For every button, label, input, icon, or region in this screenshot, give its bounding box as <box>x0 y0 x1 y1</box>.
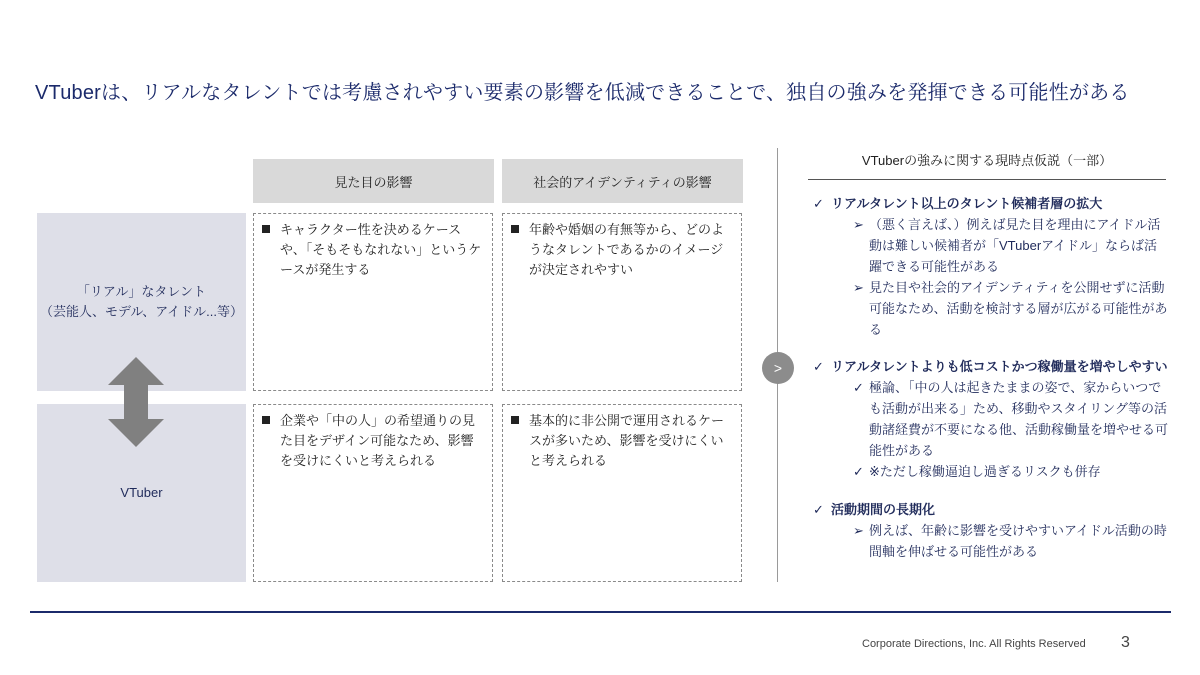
cell-text: キャラクター性を決めるケースや、「そもそもなれない」というケースが発生する <box>280 222 482 277</box>
bullet-square-icon <box>262 416 270 424</box>
copyright-text: Corporate Directions, Inc. All Rights Reserved <box>862 638 1086 650</box>
bullet-square-icon <box>511 416 519 424</box>
hypothesis-panel-title: VTuberの強みに関する現時点仮説（一部） <box>861 153 1113 168</box>
cell-text: 年齢や婚姻の有無等から、どのようなタレントであるかのイメージが決定されやすい <box>529 222 725 277</box>
hypothesis-block-2 <box>813 356 1168 482</box>
check-icon: ✓ <box>813 359 824 374</box>
cell-text: 基本的に非公開で運用されるケースが多いため、影響を受けにくいと考えられる <box>529 413 725 468</box>
double-arrow-icon <box>106 357 166 447</box>
hypothesis-point: 見た目や社会的アイデンティティを公開せずに活動可能なため、活動を検討する層が広がる可能性がある <box>869 280 1168 337</box>
hypothesis-point: （悪く言えば、）例えば見た目を理由にアイドル活動は難しい候補者が「VTuberアイドル」ならば活躍できる可能性がある <box>869 217 1161 274</box>
row-header-label: 「リアル」なタレント <box>76 284 207 299</box>
cell-real-social-identity <box>502 213 742 391</box>
hypothesis-block-3 <box>813 499 1168 562</box>
cell-text: 企業や「中の人」の希望通りの見た目をデザイン可能なため、影響を受けにくいと考えられる <box>280 413 476 468</box>
hypothesis-point: 極論、「中の人は起きたままの姿で、家からいつでも活動が出来る」ため、移動やスタイリング等の活動諸経費が不要になる他、活動稼働量を増やせる可能性がある <box>869 380 1169 458</box>
row-header-sublabel: （芸能人、モデル、アイドル...等） <box>40 304 243 319</box>
check-bullet-icon: ✓ <box>853 464 864 479</box>
page-number: 3 <box>1121 634 1130 651</box>
arrow-bullet-icon: ➢ <box>853 280 864 295</box>
check-icon: ✓ <box>813 502 824 517</box>
column-header-appearance: 見た目の影響 <box>253 159 494 203</box>
cell-vtuber-social-identity <box>502 404 742 582</box>
arrow-bullet-icon: ➢ <box>853 217 864 232</box>
panel-divider <box>808 179 1166 180</box>
hypothesis-block-1 <box>813 193 1168 340</box>
cell-vtuber-appearance <box>253 404 493 582</box>
hypothesis-heading: リアルタレントよりも低コストかつ稼働量を増やしやすい <box>831 359 1168 374</box>
check-bullet-icon: ✓ <box>853 380 864 395</box>
footer-divider <box>30 611 1171 613</box>
cell-real-appearance <box>253 213 493 391</box>
column-header-social-identity: 社会的アイデンティティの影響 <box>502 159 743 203</box>
arrow-bullet-icon: ➢ <box>853 523 864 538</box>
next-arrow-button[interactable]: > <box>762 352 794 384</box>
hypothesis-heading: リアルタレント以上のタレント候補者層の拡大 <box>831 196 1103 211</box>
hypothesis-point: 例えば、年齢に影響を受けやすいアイドル活動の時間軸を伸ばせる可能性がある <box>869 523 1167 559</box>
hypothesis-point: ※ただし稼働逼迫し過ぎるリスクも併存 <box>869 464 1101 479</box>
check-icon: ✓ <box>813 196 824 211</box>
bullet-square-icon <box>262 225 270 233</box>
bullet-square-icon <box>511 225 519 233</box>
hypothesis-heading: 活動期間の長期化 <box>831 502 936 517</box>
row-header-label: VTuber <box>120 485 163 500</box>
slide-title: VTuberは、リアルなタレントでは考慮されやすい要素の影響を低減できることで、独自の強みを発揮できる可能性がある <box>35 82 1130 104</box>
